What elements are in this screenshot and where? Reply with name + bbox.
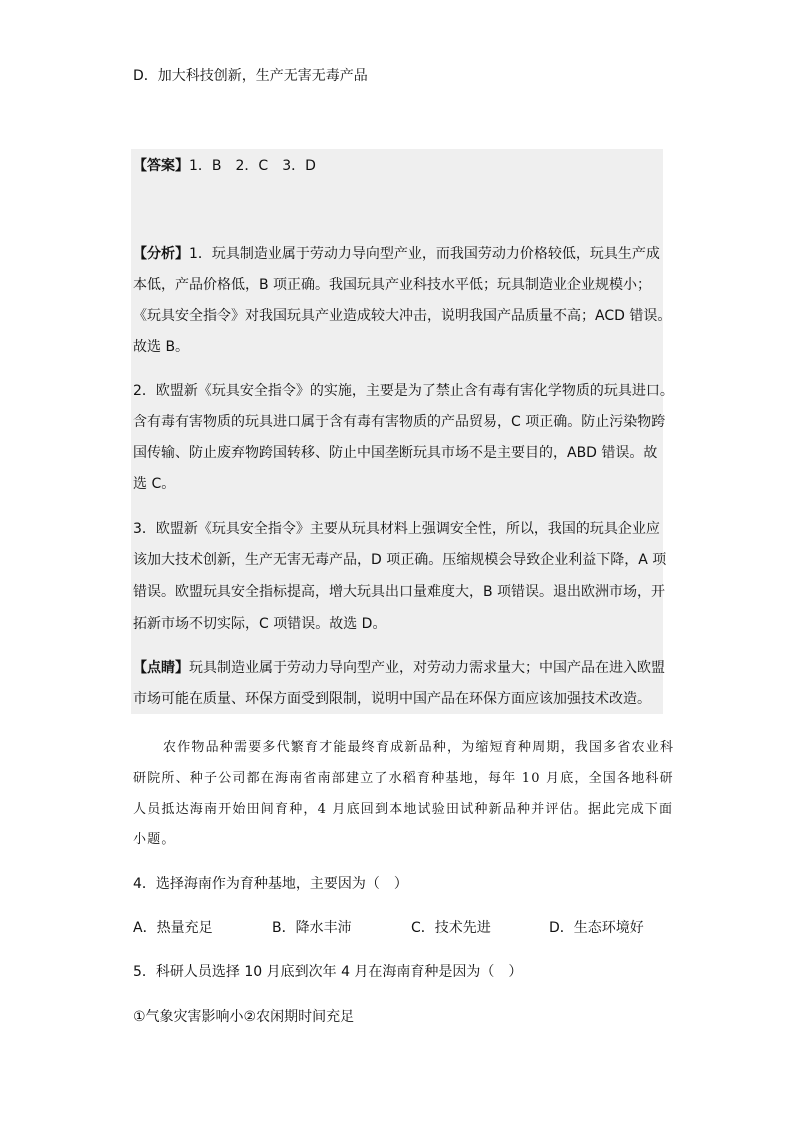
analysis-p1-line-3: 《玩具安全指令》对我国玩具产业造成较大冲击，说明我国产品质量不高；ACD 错误。 <box>133 308 672 324</box>
analysis-label: 【分析】 <box>133 246 189 262</box>
q4-option-a: A．热量充足 <box>133 920 213 936</box>
answer-text: 1．B 2．C 3．D <box>189 158 316 174</box>
passage-line-4: 小题。 <box>133 832 176 847</box>
comment-line-1 <box>133 658 665 678</box>
comment-line-2: 市场可能在质量、环保方面受到限制，说明中国产品在环保方面应该加强技术改造。 <box>133 691 651 707</box>
q4-option-c: C．技术先进 <box>411 920 491 936</box>
analysis-p1-line-2: 本低，产品价格低，B 项正确。我国玩具产业科技水平低；玩具制造业企业规模小； <box>133 277 652 293</box>
answer-label: 【答案】 <box>133 158 189 174</box>
answer-line <box>133 156 316 176</box>
q5-choices-line: ①气象灾害影响小②农闲期时间充足 <box>133 1009 355 1025</box>
analysis-p2-line-2: 含有毒有害物质的玩具进口属于含有毒有害物质的产品贸易，C 项正确。防止污染物跨 <box>133 414 666 430</box>
analysis-p2-line-4: 选 C。 <box>133 476 176 492</box>
analysis-p3-line-2: 该加大技术创新，生产无害无毒产品，D 项正确。压缩规模会导致企业利益下降，A 项 <box>133 552 667 568</box>
analysis-p2-line-3: 国传输、防止废弃物跨国转移、防止中国垄断玩具市场不是主要目的，ABD 错误。故 <box>133 445 658 461</box>
comment-text-1: 玩具制造业属于劳动力导向型产业，对劳动力需求量大；中国产品在进入欧盟 <box>189 660 665 676</box>
analysis-p2-line-1: 2．欧盟新《玩具安全指令》的实施，主要是为了禁止含有毒有害化学物质的玩具进口。 <box>133 383 674 399</box>
q4-option-d: D．生态环境好 <box>549 920 644 936</box>
q4-option-b: B．降水丰沛 <box>272 920 352 936</box>
analysis-p3-line-1: 3．欧盟新《玩具安全指令》主要从玩具材料上强调安全性，所以，我国的玩具企业应 <box>133 521 660 537</box>
comment-label: 【点睛】 <box>133 660 189 676</box>
analysis-p3-line-4: 拓新市场不切实际，C 项错误。故选 D。 <box>133 616 387 632</box>
q4-stem: 4．选择海南作为育种基地，主要因为（ ） <box>133 876 408 892</box>
analysis-p1-text: 1．玩具制造业属于劳动力导向型产业，而我国劳动力价格较低，玩具生产成 <box>189 246 660 262</box>
analysis-p3-line-3: 错误。欧盟玩具安全指标提高，增大玩具出口量难度大，B 项错误。退出欧洲市场，开 <box>133 584 666 600</box>
passage-line-3: 人员抵达海南开始田间育种，4 月底回到本地试验田试种新品种并评估。据此完成下面 <box>133 802 674 817</box>
q5-stem: 5．科研人员选择 10 月底到次年 4 月在海南育种是因为（ ） <box>133 964 523 980</box>
analysis-p1-line-4: 故选 B。 <box>133 339 190 355</box>
passage-line-1: 农作物品种需要多代繁育才能最终育成新品种，为缩短育种周期，我国多省农业科 <box>163 740 675 755</box>
passage-line-2: 研院所、种子公司都在海南省南部建立了水稻育种基地，每年 10 月底，全国各地科研 <box>133 771 674 786</box>
q3-option-d: D．加大科技创新，生产无害无毒产品 <box>133 68 368 84</box>
analysis-line-1 <box>133 244 660 264</box>
